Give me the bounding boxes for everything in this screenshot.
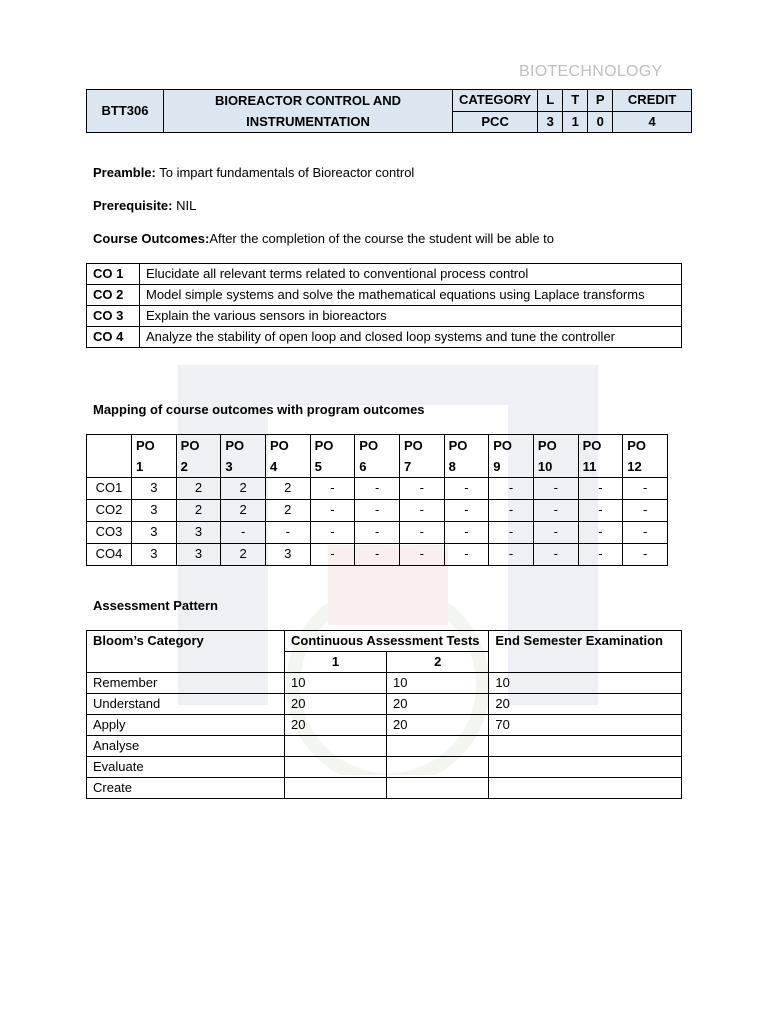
preamble-label: Preamble:: [93, 165, 156, 180]
mapping-cell: 3: [132, 500, 177, 522]
department-heading: BIOTECHNOLOGY: [519, 63, 663, 80]
po-number: 2: [180, 459, 188, 474]
mapping-cell: -: [399, 522, 444, 544]
ese-cell: [489, 736, 682, 757]
p-value: 0: [588, 111, 613, 133]
po-number: 6: [359, 459, 367, 474]
po-prefix: PO: [225, 438, 245, 453]
mapping-cell: -: [489, 500, 534, 522]
po-number: 12: [627, 459, 642, 474]
prerequisite-text: NIL: [172, 198, 197, 213]
co-code: CO 3: [87, 306, 140, 327]
po-number: 10: [537, 459, 553, 474]
bloom-category-header: Bloom’s Category: [87, 631, 285, 673]
mapping-cell: -: [623, 544, 668, 566]
table-row: [87, 757, 682, 778]
mapping-cell: 3: [176, 544, 221, 566]
cat-header: Continuous Assessment Tests: [285, 631, 489, 652]
po-header: [310, 435, 355, 478]
ese-cell: 10: [489, 673, 682, 694]
mapping-cell: 2: [221, 500, 266, 522]
test1-cell: [285, 736, 387, 757]
mapping-cell: -: [489, 544, 534, 566]
mapping-cell: -: [310, 522, 355, 544]
course-header-table: [86, 89, 692, 133]
mapping-cell: 2: [265, 478, 310, 500]
po-prefix: PO: [269, 438, 289, 453]
po-prefix: PO: [136, 438, 155, 453]
course-outcomes-intro: [93, 231, 554, 246]
ese-cell: [489, 778, 682, 799]
preamble-text: To impart fundamentals of Bioreactor control: [155, 165, 415, 180]
test2-cell: 20: [387, 694, 489, 715]
mapping-title: Mapping of course outcomes with program outcomes: [93, 402, 425, 417]
bloom-category-cell: Create: [87, 778, 285, 799]
mapping-cell: -: [578, 544, 623, 566]
mapping-cell: -: [623, 500, 668, 522]
test2-cell: [387, 736, 489, 757]
bloom-category-cell: Evaluate: [87, 757, 285, 778]
mapping-cell: -: [444, 500, 489, 522]
po-header: [355, 435, 400, 478]
co-code: CO 4: [87, 327, 140, 348]
mapping-cell: 2: [265, 500, 310, 522]
po-header: [489, 435, 534, 478]
mapping-cell: -: [310, 544, 355, 566]
mapping-cell: 2: [221, 544, 266, 566]
ese-cell: [489, 757, 682, 778]
course-title: BIOREACTOR CONTROL AND INSTRUMENTATION: [164, 90, 453, 133]
po-prefix: PO: [493, 438, 513, 453]
mapping-cell: 3: [265, 544, 310, 566]
mapping-cell: -: [533, 500, 578, 522]
test1-cell: [285, 757, 387, 778]
prerequisite-label: Prerequisite:: [93, 198, 173, 213]
mapping-cell: 2: [221, 478, 266, 500]
po-prefix: PO: [582, 438, 602, 453]
bloom-category-cell: Remember: [87, 673, 285, 694]
po-header: [265, 435, 310, 478]
po-number: 5: [314, 459, 322, 474]
po-number: 11: [582, 459, 597, 474]
po-prefix: PO: [627, 438, 647, 453]
mapping-cell: 2: [176, 478, 221, 500]
mapping-cell: -: [489, 478, 534, 500]
mapping-cell: -: [533, 544, 578, 566]
mapping-cell: -: [221, 522, 266, 544]
l-label: L: [538, 90, 563, 112]
preamble: [93, 165, 414, 180]
course-outcomes-table: [86, 263, 682, 348]
mapping-cell: -: [444, 544, 489, 566]
po-header: [399, 435, 444, 478]
mapping-cell: 2: [176, 500, 221, 522]
t-value: 1: [563, 111, 588, 133]
test1-cell: 20: [285, 715, 387, 736]
co-label: CO4: [87, 544, 132, 566]
table-row: [87, 544, 668, 566]
table-row: [87, 736, 682, 757]
bloom-category-cell: Apply: [87, 715, 285, 736]
mapping-cell: -: [265, 522, 310, 544]
mapping-cell: -: [578, 500, 623, 522]
po-prefix: PO: [448, 438, 468, 453]
mapping-cell: -: [578, 478, 623, 500]
co-text: Explain the various sensors in bioreactors: [140, 306, 682, 327]
table-row: [87, 306, 682, 327]
test2-cell: [387, 778, 489, 799]
t-label: T: [563, 90, 588, 112]
test1-cell: [285, 778, 387, 799]
table-row: [87, 715, 682, 736]
table-row: [87, 673, 682, 694]
test1-cell: 20: [285, 694, 387, 715]
mapping-cell: -: [310, 500, 355, 522]
assessment-title: Assessment Pattern: [93, 598, 218, 613]
table-row: [87, 522, 668, 544]
course-outcomes-text: After the completion of the course the student will be able to: [209, 231, 555, 246]
mapping-cell: -: [444, 478, 489, 500]
po-prefix: PO: [359, 438, 379, 453]
co-text: Model simple systems and solve the mathematical equations using Laplace transforms: [140, 285, 682, 306]
co-text: Elucidate all relevant terms related to conventional process control: [140, 264, 682, 285]
po-header: [444, 435, 489, 478]
mapping-cell: -: [355, 478, 400, 500]
co-code: CO 1: [87, 264, 140, 285]
test2-cell: 10: [387, 673, 489, 694]
bloom-category-cell: Analyse: [87, 736, 285, 757]
po-prefix: PO: [314, 438, 334, 453]
ese-cell: 70: [489, 715, 682, 736]
table-row: [87, 778, 682, 799]
po-header: [578, 435, 623, 478]
course-outcomes-label: Course Outcomes:: [93, 231, 210, 246]
po-header: [132, 435, 177, 478]
mapping-cell: -: [355, 500, 400, 522]
mapping-cell: -: [399, 478, 444, 500]
po-prefix: PO: [180, 438, 200, 453]
co-label: CO3: [87, 522, 132, 544]
table-row: [87, 478, 668, 500]
mapping-cell: -: [578, 522, 623, 544]
co-label: CO1: [87, 478, 132, 500]
co-text: Analyze the stability of open loop and closed loop systems and tune the controller: [140, 327, 682, 348]
co-code: CO 2: [87, 285, 140, 306]
table-header-row: [87, 435, 668, 478]
test2-header: 2: [387, 652, 489, 673]
test2-cell: 20: [387, 715, 489, 736]
mapping-cell: -: [355, 522, 400, 544]
credit-value: 4: [613, 111, 692, 133]
po-header: [221, 435, 266, 478]
table-row: [87, 500, 668, 522]
assessment-pattern-table: [86, 630, 682, 799]
mapping-cell: -: [623, 522, 668, 544]
empty-corner-cell: [87, 435, 132, 478]
mapping-cell: -: [310, 478, 355, 500]
ese-header: End Semester Examination: [489, 631, 682, 673]
credit-label: CREDIT: [613, 90, 692, 112]
po-header: [533, 435, 578, 478]
mapping-cell: 3: [132, 544, 177, 566]
table-row: [87, 285, 682, 306]
course-code: BTT306: [87, 90, 164, 133]
mapping-cell: -: [399, 500, 444, 522]
table-row: [87, 694, 682, 715]
mapping-cell: -: [533, 478, 578, 500]
p-label: P: [588, 90, 613, 112]
po-number: 3: [225, 459, 233, 474]
po-number: 4: [269, 459, 278, 474]
test2-cell: [387, 757, 489, 778]
test1-cell: 10: [285, 673, 387, 694]
prerequisite: [93, 198, 196, 213]
mapping-cell: 3: [132, 522, 177, 544]
po-prefix: PO: [537, 438, 557, 453]
mapping-cell: 3: [132, 478, 177, 500]
po-number: 7: [403, 459, 412, 474]
mapping-cell: -: [533, 522, 578, 544]
l-value: 3: [538, 111, 563, 133]
co-po-mapping-table: [86, 434, 668, 566]
mapping-cell: 3: [176, 522, 221, 544]
test1-header: 1: [285, 652, 387, 673]
bloom-category-cell: Understand: [87, 694, 285, 715]
co-label: CO2: [87, 500, 132, 522]
table-row: [87, 327, 682, 348]
po-prefix: PO: [403, 438, 423, 453]
category-label: CATEGORY: [453, 90, 538, 112]
mapping-cell: -: [399, 544, 444, 566]
table-row: [87, 264, 682, 285]
po-header: [623, 435, 668, 478]
mapping-cell: -: [489, 522, 534, 544]
po-number: 8: [448, 459, 456, 474]
mapping-cell: -: [444, 522, 489, 544]
mapping-cell: -: [623, 478, 668, 500]
po-number: 1: [136, 459, 144, 474]
ese-cell: 20: [489, 694, 682, 715]
po-header: [176, 435, 221, 478]
category-value: PCC: [453, 111, 538, 133]
po-number: 9: [493, 459, 501, 474]
mapping-cell: -: [355, 544, 400, 566]
